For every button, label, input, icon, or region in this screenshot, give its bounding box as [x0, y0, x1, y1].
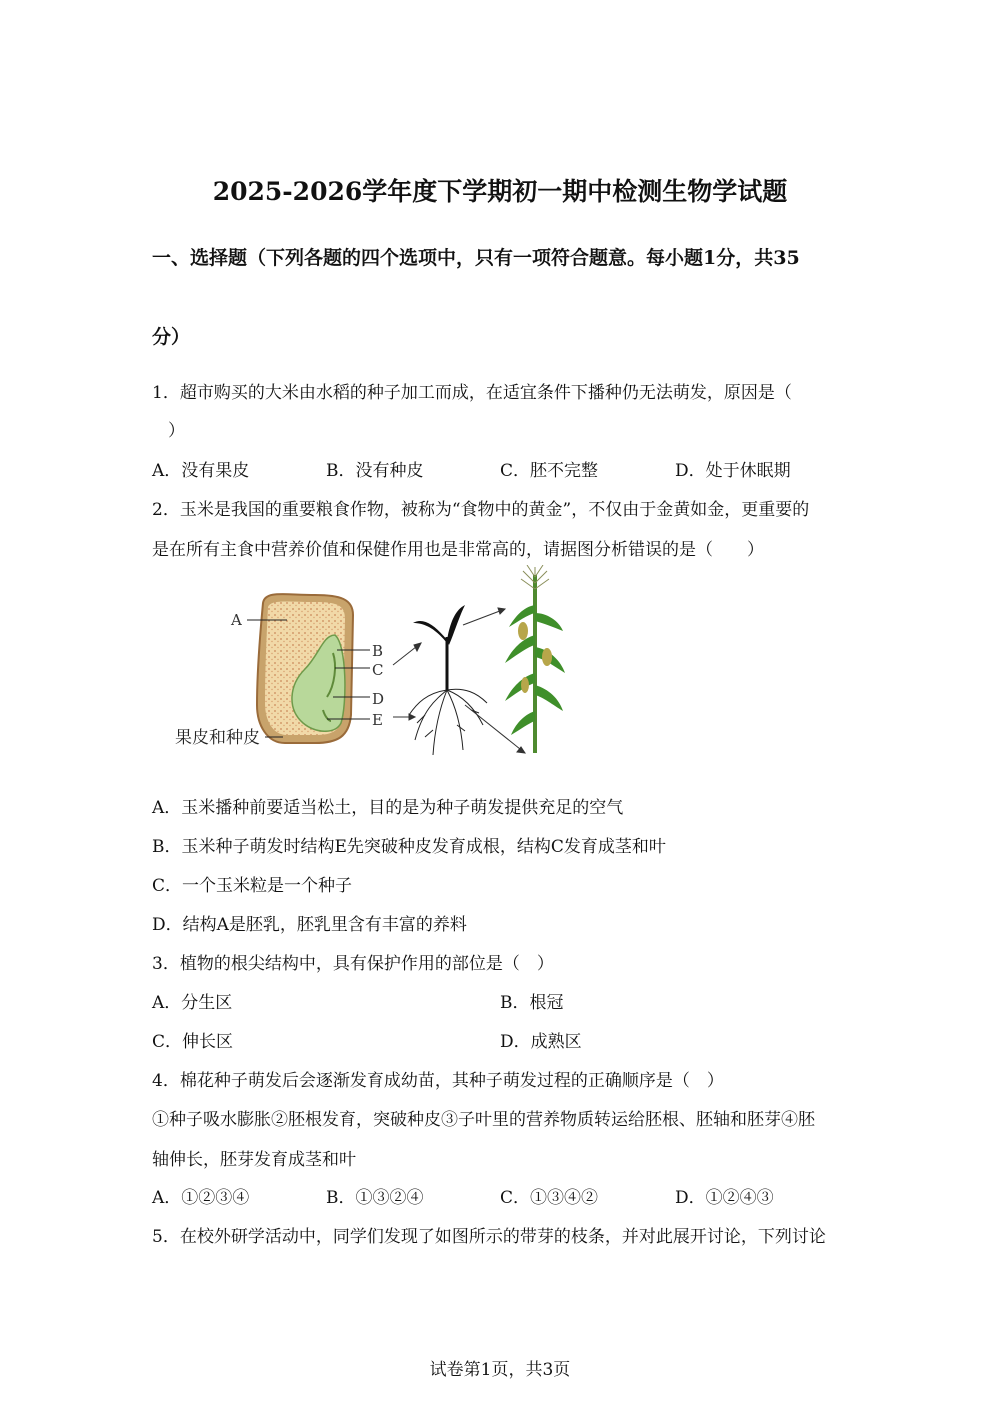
- question-2-option-d: D．结构A是胚乳，胚乳里含有丰富的养料: [152, 915, 467, 935]
- question-4-stem: 4．棉花种子萌发后会逐渐发育成幼苗，其种子萌发过程的正确顺序是（ ）: [152, 1071, 724, 1091]
- section-heading-line1: 一、选择题（下列各题的四个选项中，只有一项符合题意。每小题1分，共35: [152, 247, 800, 269]
- question-4-option-d: D．①②④③: [675, 1188, 774, 1208]
- arrow-icon: [393, 643, 421, 720]
- question-2-option-c: C．一个玉米粒是一个种子: [152, 876, 353, 896]
- question-1-option-d: D．处于休眠期: [675, 461, 791, 481]
- question-5-stem: 5．在校外研学活动中，同学们发现了如图所示的带芽的枝条，并对此展开讨论，下列讨论: [152, 1227, 826, 1247]
- corn-seed-section: [257, 594, 353, 743]
- section-heading-line2: 分）: [152, 326, 191, 348]
- question-4-steps: ①种子吸水膨胀②胚根发育，突破种皮③子叶里的营养物质转运给胚根、胚轴和胚芽④胚: [152, 1110, 815, 1130]
- question-3-option-a: A．分生区: [152, 993, 233, 1013]
- corn-seed-figure: [165, 565, 585, 765]
- question-4-option-b: B．①③②④: [326, 1188, 424, 1208]
- label-d: D: [372, 690, 385, 708]
- question-1-stem: 1．超市购买的大米由水稻的种子加工而成，在适宜条件下播种仍无法萌发，原因是（: [152, 383, 792, 403]
- question-3-stem: 3．植物的根尖结构中，具有保护作用的部位是（ ）: [152, 954, 554, 974]
- question-1-stem-end: ）: [168, 421, 185, 441]
- question-4-option-c: C．①③④②: [500, 1188, 599, 1208]
- label-pericarp-seedcoat: 果皮和种皮: [175, 728, 260, 748]
- question-4-option-a: A．①②③④: [152, 1188, 250, 1208]
- question-3-option-c: C．伸长区: [152, 1032, 234, 1052]
- label-b: B: [372, 642, 384, 660]
- question-2-option-a: A．玉米播种前要适当松土，目的是为种子萌发提供充足的空气: [152, 798, 624, 818]
- page-title: 2025-2026学年度下学期初一期中检测生物学试题: [212, 177, 788, 206]
- question-3-option-d: D．成熟区: [500, 1032, 582, 1052]
- question-2-option-b: B．玉米种子萌发时结构E先突破种皮发育成根，结构C发育成茎和叶: [152, 837, 666, 857]
- question-1-option-c: C．胚不完整: [500, 461, 599, 481]
- label-c: C: [372, 661, 384, 679]
- question-3-option-b: B．根冠: [500, 993, 564, 1013]
- question-2-stem: 2．玉米是我国的重要粮食作物，被称为“食物中的黄金”，不仅由于金黄如金，更重要的: [152, 500, 810, 520]
- question-4-steps-end: 轴伸长，胚芽发育成茎和叶: [152, 1150, 356, 1170]
- corn-seedling: [409, 605, 487, 755]
- question-2-stem-line2: 是在所有主食中营养价值和保健作用也是非常高的，请据图分析错误的是（ ）: [152, 540, 764, 560]
- page-footer: 试卷第1页，共3页: [429, 1360, 571, 1380]
- question-1-option-b: B．没有种皮: [326, 461, 424, 481]
- corn-plant: [505, 565, 565, 753]
- label-e: E: [372, 711, 383, 729]
- question-1-option-a: A．没有果皮: [152, 461, 250, 481]
- label-a: A: [231, 611, 242, 629]
